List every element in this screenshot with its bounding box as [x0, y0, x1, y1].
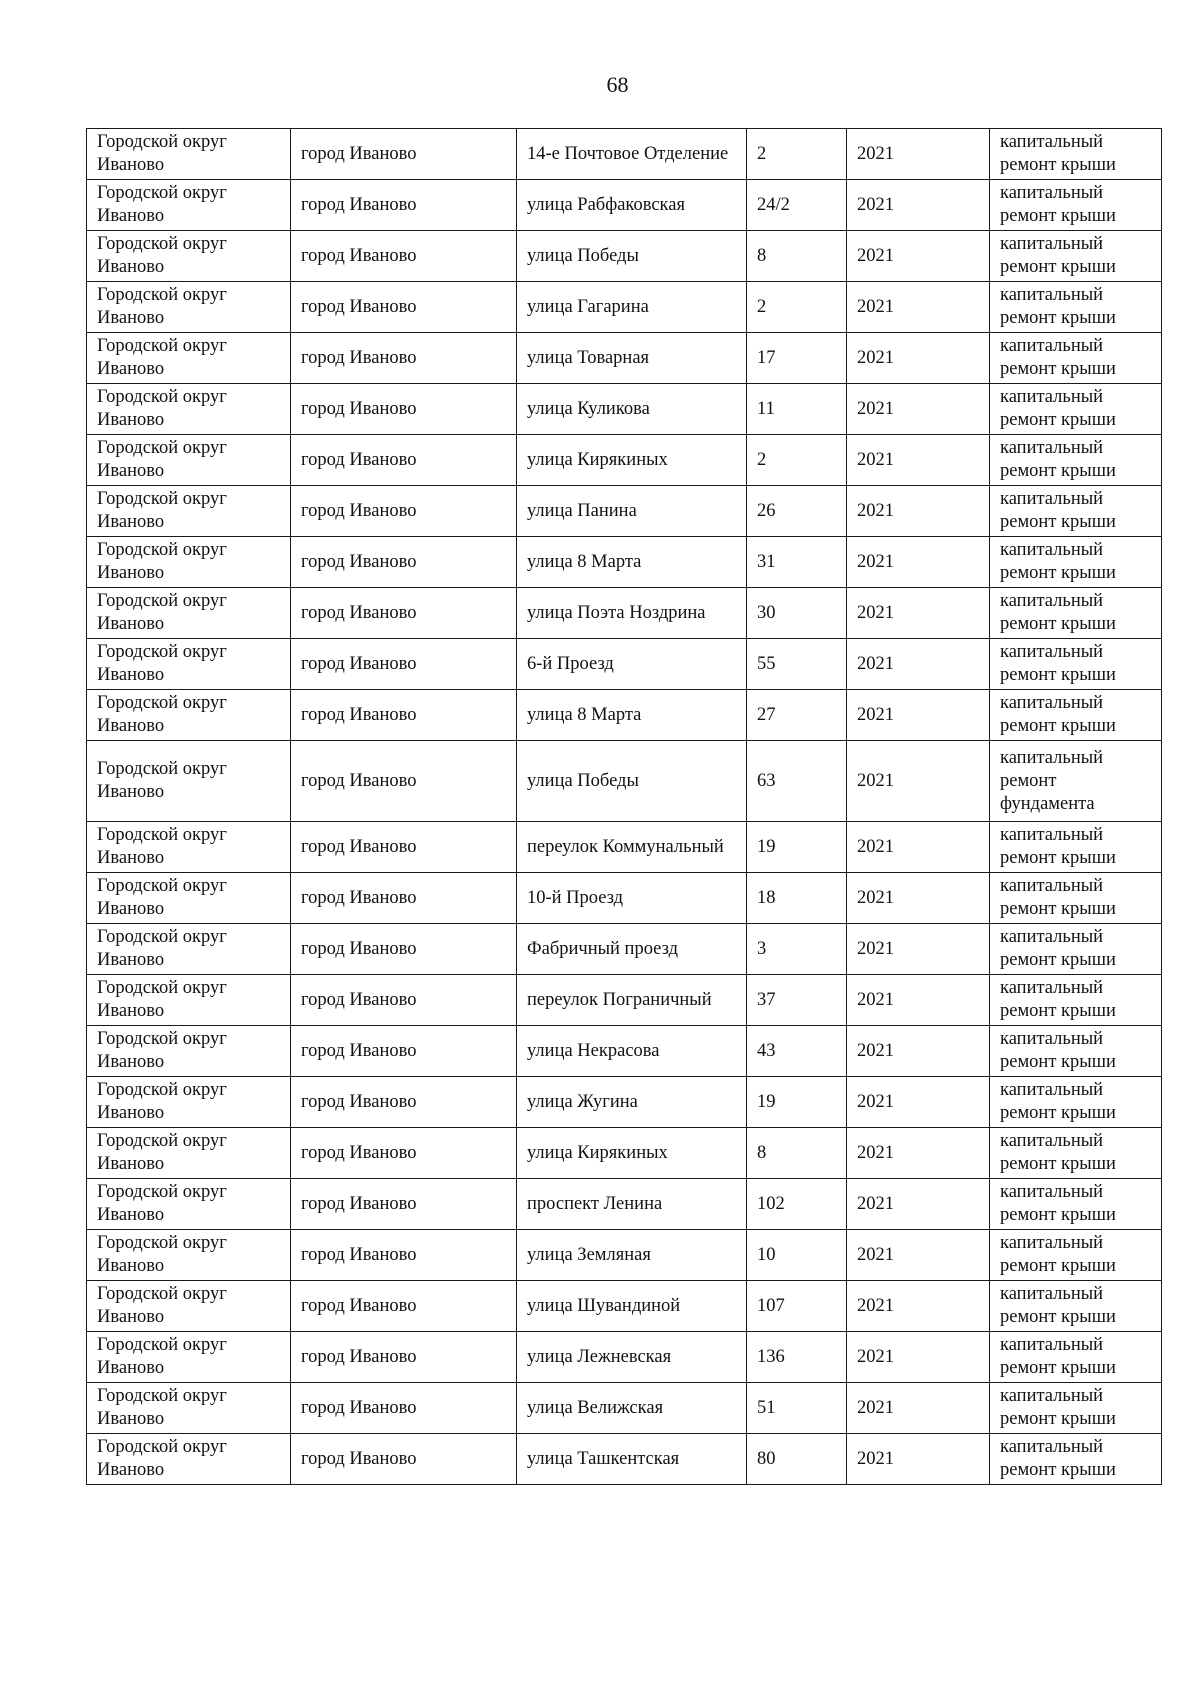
- cell-street: 10-й Проезд: [517, 873, 747, 924]
- cell-municipal-district: Городской округ Иваново: [87, 129, 291, 180]
- cell-municipal-district: Городской округ Иваново: [87, 537, 291, 588]
- cell-house-number: 24/2: [747, 180, 847, 231]
- cell-municipal-district: Городской округ Иваново: [87, 873, 291, 924]
- cell-year: 2021: [847, 1332, 990, 1383]
- cell-settlement: город Иваново: [291, 873, 517, 924]
- cell-house-number: 11: [747, 384, 847, 435]
- cell-year: 2021: [847, 537, 990, 588]
- cell-house-number: 27: [747, 690, 847, 741]
- table-row: [87, 1026, 1162, 1077]
- cell-work-type: капитальный ремонт крыши: [990, 1332, 1162, 1383]
- cell-work-type: капитальный ремонт крыши: [990, 333, 1162, 384]
- table-row: [87, 975, 1162, 1026]
- cell-municipal-district: Городской округ Иваново: [87, 822, 291, 873]
- cell-street: улица 8 Марта: [517, 690, 747, 741]
- cell-settlement: город Иваново: [291, 1383, 517, 1434]
- cell-year: 2021: [847, 873, 990, 924]
- cell-year: 2021: [847, 1281, 990, 1332]
- cell-street: улица Товарная: [517, 333, 747, 384]
- cell-street: улица Лежневская: [517, 1332, 747, 1383]
- cell-street: 6-й Проезд: [517, 639, 747, 690]
- cell-municipal-district: Городской округ Иваново: [87, 384, 291, 435]
- cell-year: 2021: [847, 282, 990, 333]
- cell-work-type: капитальный ремонт крыши: [990, 537, 1162, 588]
- cell-street: 14-е Почтовое Отделение: [517, 129, 747, 180]
- cell-street: улица Поэта Ноздрина: [517, 588, 747, 639]
- cell-municipal-district: Городской округ Иваново: [87, 231, 291, 282]
- cell-work-type: капитальный ремонт крыши: [990, 1128, 1162, 1179]
- cell-municipal-district: Городской округ Иваново: [87, 1179, 291, 1230]
- cell-year: 2021: [847, 333, 990, 384]
- table-row: [87, 822, 1162, 873]
- cell-work-type: капитальный ремонт крыши: [990, 486, 1162, 537]
- cell-work-type: капитальный ремонт крыши: [990, 1434, 1162, 1485]
- cell-year: 2021: [847, 486, 990, 537]
- cell-municipal-district: Городской округ Иваново: [87, 690, 291, 741]
- cell-year: 2021: [847, 741, 990, 822]
- cell-street: улица Шувандиной: [517, 1281, 747, 1332]
- cell-settlement: город Иваново: [291, 231, 517, 282]
- cell-year: 2021: [847, 435, 990, 486]
- cell-settlement: город Иваново: [291, 486, 517, 537]
- cell-year: 2021: [847, 639, 990, 690]
- table-row: [87, 741, 1162, 822]
- cell-work-type: капитальный ремонт крыши: [990, 435, 1162, 486]
- cell-house-number: 55: [747, 639, 847, 690]
- cell-settlement: город Иваново: [291, 282, 517, 333]
- cell-work-type: капитальный ремонт фундамента: [990, 741, 1162, 822]
- cell-municipal-district: Городской округ Иваново: [87, 975, 291, 1026]
- cell-year: 2021: [847, 231, 990, 282]
- cell-year: 2021: [847, 1128, 990, 1179]
- cell-municipal-district: Городской округ Иваново: [87, 1230, 291, 1281]
- table-row: [87, 639, 1162, 690]
- cell-street: улица Панина: [517, 486, 747, 537]
- cell-street: улица Рабфаковская: [517, 180, 747, 231]
- cell-municipal-district: Городской округ Иваново: [87, 588, 291, 639]
- cell-work-type: капитальный ремонт крыши: [990, 231, 1162, 282]
- cell-municipal-district: Городской округ Иваново: [87, 1332, 291, 1383]
- cell-work-type: капитальный ремонт крыши: [990, 384, 1162, 435]
- cell-work-type: капитальный ремонт крыши: [990, 1281, 1162, 1332]
- cell-settlement: город Иваново: [291, 741, 517, 822]
- cell-settlement: город Иваново: [291, 537, 517, 588]
- cell-work-type: капитальный ремонт крыши: [990, 639, 1162, 690]
- table-row: [87, 1179, 1162, 1230]
- cell-year: 2021: [847, 924, 990, 975]
- table-row: [87, 924, 1162, 975]
- cell-house-number: 19: [747, 822, 847, 873]
- cell-street: переулок Коммунальный: [517, 822, 747, 873]
- cell-settlement: город Иваново: [291, 924, 517, 975]
- cell-work-type: капитальный ремонт крыши: [990, 1077, 1162, 1128]
- cell-settlement: город Иваново: [291, 639, 517, 690]
- cell-street: переулок Пограничный: [517, 975, 747, 1026]
- cell-work-type: капитальный ремонт крыши: [990, 975, 1162, 1026]
- cell-municipal-district: Городской округ Иваново: [87, 639, 291, 690]
- table-row: [87, 1128, 1162, 1179]
- cell-year: 2021: [847, 975, 990, 1026]
- cell-street: улица Велижская: [517, 1383, 747, 1434]
- cell-municipal-district: Городской округ Иваново: [87, 435, 291, 486]
- cell-work-type: капитальный ремонт крыши: [990, 873, 1162, 924]
- register-table: [86, 128, 1162, 1485]
- table-row: [87, 129, 1162, 180]
- cell-house-number: 30: [747, 588, 847, 639]
- cell-settlement: город Иваново: [291, 690, 517, 741]
- cell-house-number: 18: [747, 873, 847, 924]
- cell-municipal-district: Городской округ Иваново: [87, 741, 291, 822]
- cell-settlement: город Иваново: [291, 1332, 517, 1383]
- cell-street: улица Гагарина: [517, 282, 747, 333]
- cell-settlement: город Иваново: [291, 384, 517, 435]
- cell-street: улица Кирякиных: [517, 1128, 747, 1179]
- cell-street: улица Куликова: [517, 384, 747, 435]
- register-table-body: [87, 129, 1162, 1485]
- cell-municipal-district: Городской округ Иваново: [87, 924, 291, 975]
- cell-house-number: 3: [747, 924, 847, 975]
- cell-municipal-district: Городской округ Иваново: [87, 1383, 291, 1434]
- cell-street: проспект Ленина: [517, 1179, 747, 1230]
- cell-settlement: город Иваново: [291, 822, 517, 873]
- cell-work-type: капитальный ремонт крыши: [990, 690, 1162, 741]
- table-row: [87, 588, 1162, 639]
- cell-house-number: 2: [747, 435, 847, 486]
- cell-house-number: 10: [747, 1230, 847, 1281]
- cell-municipal-district: Городской округ Иваново: [87, 1026, 291, 1077]
- cell-work-type: капитальный ремонт крыши: [990, 1179, 1162, 1230]
- cell-settlement: город Иваново: [291, 180, 517, 231]
- cell-work-type: капитальный ремонт крыши: [990, 924, 1162, 975]
- cell-house-number: 19: [747, 1077, 847, 1128]
- cell-work-type: капитальный ремонт крыши: [990, 1383, 1162, 1434]
- table-row: [87, 1383, 1162, 1434]
- page-number: 68: [606, 72, 629, 97]
- cell-municipal-district: Городской округ Иваново: [87, 333, 291, 384]
- table-row: [87, 1434, 1162, 1485]
- cell-house-number: 80: [747, 1434, 847, 1485]
- cell-settlement: город Иваново: [291, 333, 517, 384]
- cell-house-number: 102: [747, 1179, 847, 1230]
- table-row: [87, 1281, 1162, 1332]
- cell-year: 2021: [847, 822, 990, 873]
- cell-street: улица Жугина: [517, 1077, 747, 1128]
- table-row: [87, 180, 1162, 231]
- cell-work-type: капитальный ремонт крыши: [990, 1026, 1162, 1077]
- cell-year: 2021: [847, 384, 990, 435]
- cell-settlement: город Иваново: [291, 1434, 517, 1485]
- cell-house-number: 43: [747, 1026, 847, 1077]
- table-row: [87, 1332, 1162, 1383]
- cell-municipal-district: Городской округ Иваново: [87, 1128, 291, 1179]
- cell-work-type: капитальный ремонт крыши: [990, 1230, 1162, 1281]
- table-row: [87, 282, 1162, 333]
- cell-year: 2021: [847, 1383, 990, 1434]
- cell-settlement: город Иваново: [291, 975, 517, 1026]
- table-row: [87, 384, 1162, 435]
- cell-house-number: 37: [747, 975, 847, 1026]
- cell-settlement: город Иваново: [291, 129, 517, 180]
- cell-street: улица Земляная: [517, 1230, 747, 1281]
- table-row: [87, 486, 1162, 537]
- table-row: [87, 333, 1162, 384]
- table-row: [87, 435, 1162, 486]
- cell-municipal-district: Городской округ Иваново: [87, 1077, 291, 1128]
- cell-year: 2021: [847, 690, 990, 741]
- cell-year: 2021: [847, 180, 990, 231]
- cell-work-type: капитальный ремонт крыши: [990, 822, 1162, 873]
- cell-house-number: 2: [747, 282, 847, 333]
- cell-settlement: город Иваново: [291, 1128, 517, 1179]
- cell-settlement: город Иваново: [291, 588, 517, 639]
- cell-municipal-district: Городской округ Иваново: [87, 1434, 291, 1485]
- cell-work-type: капитальный ремонт крыши: [990, 180, 1162, 231]
- table-row: [87, 1230, 1162, 1281]
- cell-street: улица Кирякиных: [517, 435, 747, 486]
- cell-municipal-district: Городской округ Иваново: [87, 282, 291, 333]
- cell-street: Фабричный проезд: [517, 924, 747, 975]
- cell-street: улица Ташкентская: [517, 1434, 747, 1485]
- cell-year: 2021: [847, 1026, 990, 1077]
- cell-year: 2021: [847, 1179, 990, 1230]
- cell-house-number: 63: [747, 741, 847, 822]
- cell-house-number: 8: [747, 231, 847, 282]
- cell-house-number: 17: [747, 333, 847, 384]
- table-row: [87, 690, 1162, 741]
- cell-year: 2021: [847, 1077, 990, 1128]
- table-row: [87, 231, 1162, 282]
- cell-street: улица Победы: [517, 231, 747, 282]
- cell-work-type: капитальный ремонт крыши: [990, 588, 1162, 639]
- cell-municipal-district: Городской округ Иваново: [87, 486, 291, 537]
- cell-house-number: 51: [747, 1383, 847, 1434]
- cell-house-number: 26: [747, 486, 847, 537]
- cell-work-type: капитальный ремонт крыши: [990, 129, 1162, 180]
- cell-street: улица Некрасова: [517, 1026, 747, 1077]
- cell-settlement: город Иваново: [291, 1281, 517, 1332]
- cell-settlement: город Иваново: [291, 1230, 517, 1281]
- cell-year: 2021: [847, 1434, 990, 1485]
- cell-house-number: 107: [747, 1281, 847, 1332]
- cell-street: улица 8 Марта: [517, 537, 747, 588]
- cell-work-type: капитальный ремонт крыши: [990, 282, 1162, 333]
- cell-settlement: город Иваново: [291, 1026, 517, 1077]
- table-row: [87, 537, 1162, 588]
- cell-municipal-district: Городской округ Иваново: [87, 180, 291, 231]
- cell-house-number: 2: [747, 129, 847, 180]
- table-row: [87, 1077, 1162, 1128]
- cell-year: 2021: [847, 588, 990, 639]
- cell-settlement: город Иваново: [291, 1179, 517, 1230]
- cell-municipal-district: Городской округ Иваново: [87, 1281, 291, 1332]
- cell-street: улица Победы: [517, 741, 747, 822]
- cell-house-number: 31: [747, 537, 847, 588]
- cell-house-number: 136: [747, 1332, 847, 1383]
- cell-house-number: 8: [747, 1128, 847, 1179]
- table-row: [87, 873, 1162, 924]
- cell-year: 2021: [847, 129, 990, 180]
- cell-year: 2021: [847, 1230, 990, 1281]
- cell-settlement: город Иваново: [291, 435, 517, 486]
- cell-settlement: город Иваново: [291, 1077, 517, 1128]
